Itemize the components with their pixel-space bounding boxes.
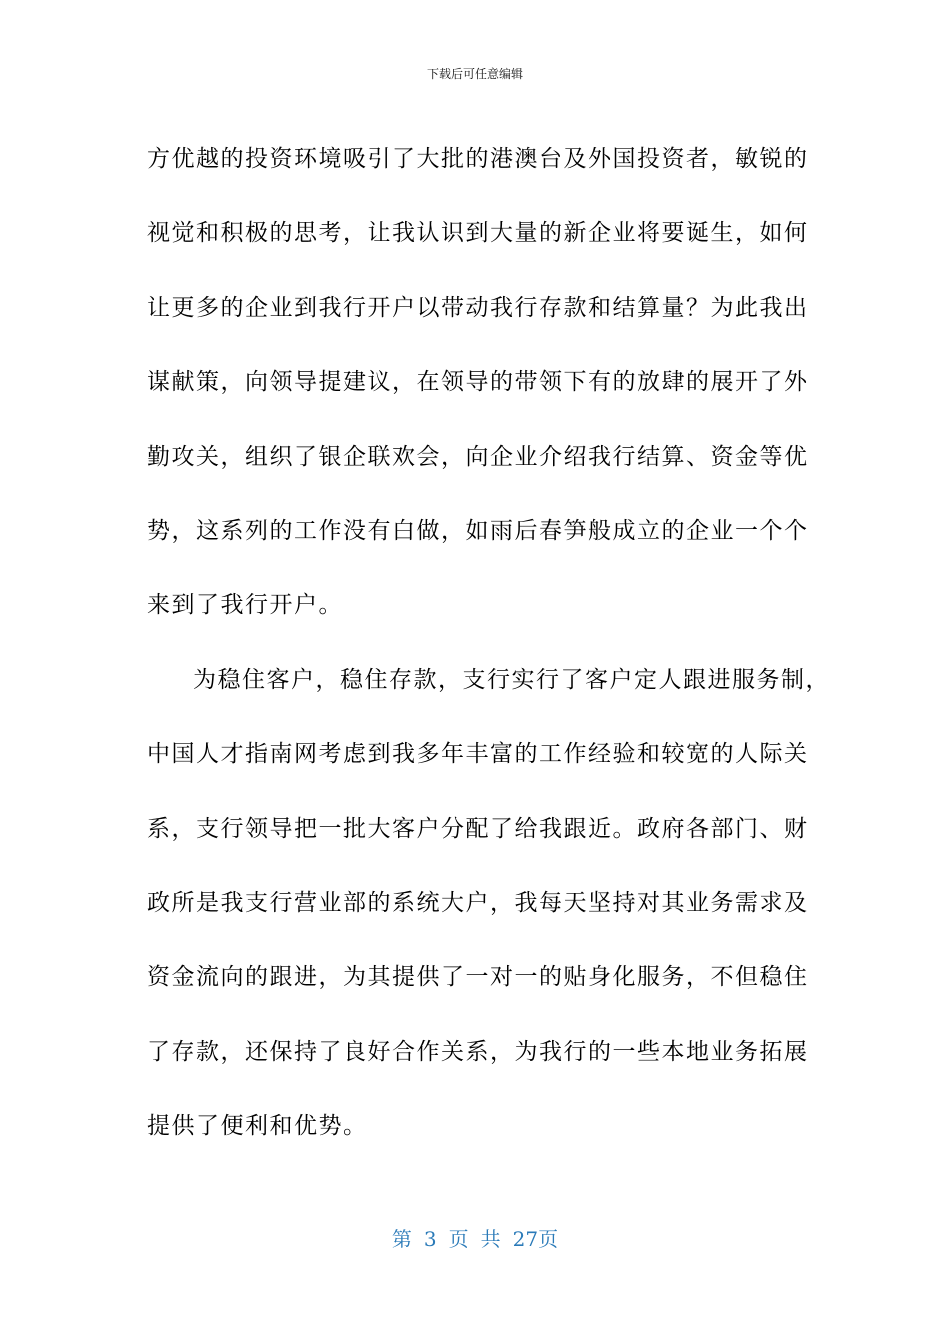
text-line: 视觉和积极的思考，让我认识到大量的新企业将要诞生，如何 — [147, 220, 809, 247]
paragraph-first-line: 为稳住客户，稳住存款，支行实行了客户定人跟进服务制， — [193, 666, 830, 693]
text-line: 提供了便利和优势。 — [147, 1113, 368, 1140]
page-header: 下载后可任意编辑 — [426, 67, 523, 81]
page-label-prefix: 第 — [391, 1227, 412, 1251]
text-line: 势，这系列的工作没有白做，如雨后春笋般成立的企业一个个 — [147, 517, 809, 544]
text-line: 系，支行领导把一批大客户分配了给我跟近。政府各部门、财 — [147, 815, 809, 842]
page-label-mid: 页 — [448, 1227, 469, 1251]
text-line: 来到了我行开户。 — [147, 592, 343, 619]
text-line: 政所是我支行营业部的系统大户，我每天坚持对其业务需求及 — [147, 889, 809, 916]
text-line: 资金流向的跟进，为其提供了一对一的贴身化服务，不但稳住 — [147, 964, 809, 991]
text-line: 谋献策，向领导提建议，在领导的带领下有的放肆的展开了外 — [147, 369, 809, 396]
text-line: 了存款，还保持了良好合作关系，为我行的一些本地业务拓展 — [147, 1038, 809, 1065]
page-footer — [0, 1226, 950, 1252]
text-line: 中国人才指南网考虑到我多年丰富的工作经验和较宽的人际关 — [147, 741, 809, 768]
text-line: 勤攻关，组织了银企联欢会，向企业介绍我行结算、资金等优 — [147, 443, 809, 470]
text-line: 让更多的企业到我行开户以带动我行存款和结算量？为此我出 — [147, 294, 809, 321]
total-label: 共 — [480, 1227, 501, 1251]
total-pages: 27页 — [512, 1227, 559, 1251]
text-line: 方优越的投资环境吸引了大批的港澳台及外国投资者，敏锐的 — [147, 146, 809, 172]
document-body — [147, 122, 830, 1163]
page-number: 3 — [423, 1227, 437, 1251]
